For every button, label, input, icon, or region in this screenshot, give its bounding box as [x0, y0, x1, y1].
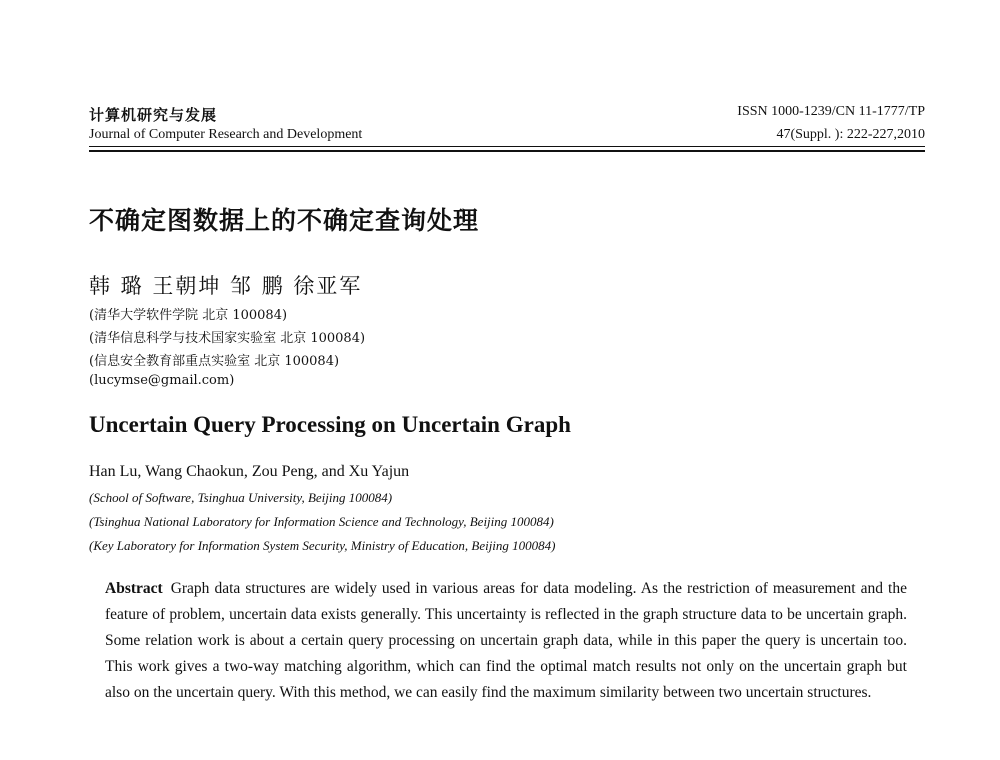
header-rule-thin [89, 146, 925, 147]
affiliation-cn-3: (信息安全教育部重点实验室 北京 100084) [89, 354, 340, 369]
author-email: (lucymse@gmail.com) [89, 373, 235, 388]
affiliation-cn-1: (清华大学软件学院 北京 100084) [89, 308, 288, 323]
abstract-text: Graph data structures are widely used in various areas for data modeling. As the restriction of measurement and the feature of problem, uncertain data exists generally. This uncertainty is reflected in the graph structure data to be uncertain graph. Some relation work is about a certain query processing on uncertain graph data, while in this paper the query is uncertain too. This work gives a two-way matching algorithm, which can find the optimal match results not only on the uncertain graph but also on the uncertain query. With this method, we can easily find the maximum similarity between two uncertain structures. [105, 580, 907, 701]
affiliation-cn-2: (清华信息科学与技术国家实验室 北京 100084) [89, 331, 366, 346]
authors-en: Han Lu, Wang Chaokun, Zou Peng, and Xu Yajun [89, 463, 410, 480]
affiliation-en-3: (Key Laboratory for Information System Security, Ministry of Education, Beijing 100084) [89, 538, 556, 553]
issn: ISSN 1000-1239/CN 11-1777/TP [737, 104, 925, 119]
paper-title-en: Uncertain Query Processing on Uncertain Graph [89, 412, 571, 437]
journal-name-en: Journal of Computer Research and Development [89, 127, 363, 142]
volume-pages: 47(Suppl. ): 222-227,2010 [776, 127, 925, 142]
header-rule-thick [89, 150, 925, 152]
affiliation-en-1: (School of Software, Tsinghua University, Beijing 100084) [89, 490, 393, 505]
abstract-label: Abstract [105, 580, 163, 597]
abstract [105, 576, 907, 706]
paper-title-cn: 不确定图数据上的不确定查询处理 [89, 206, 480, 235]
authors-cn: 韩 璐 王朝坤 邹 鹏 徐亚军 [89, 274, 363, 298]
journal-name-cn: 计算机研究与发展 [89, 108, 218, 124]
affiliation-en-2: (Tsinghua National Laboratory for Information Science and Technology, Beijing 100084) [89, 514, 554, 529]
